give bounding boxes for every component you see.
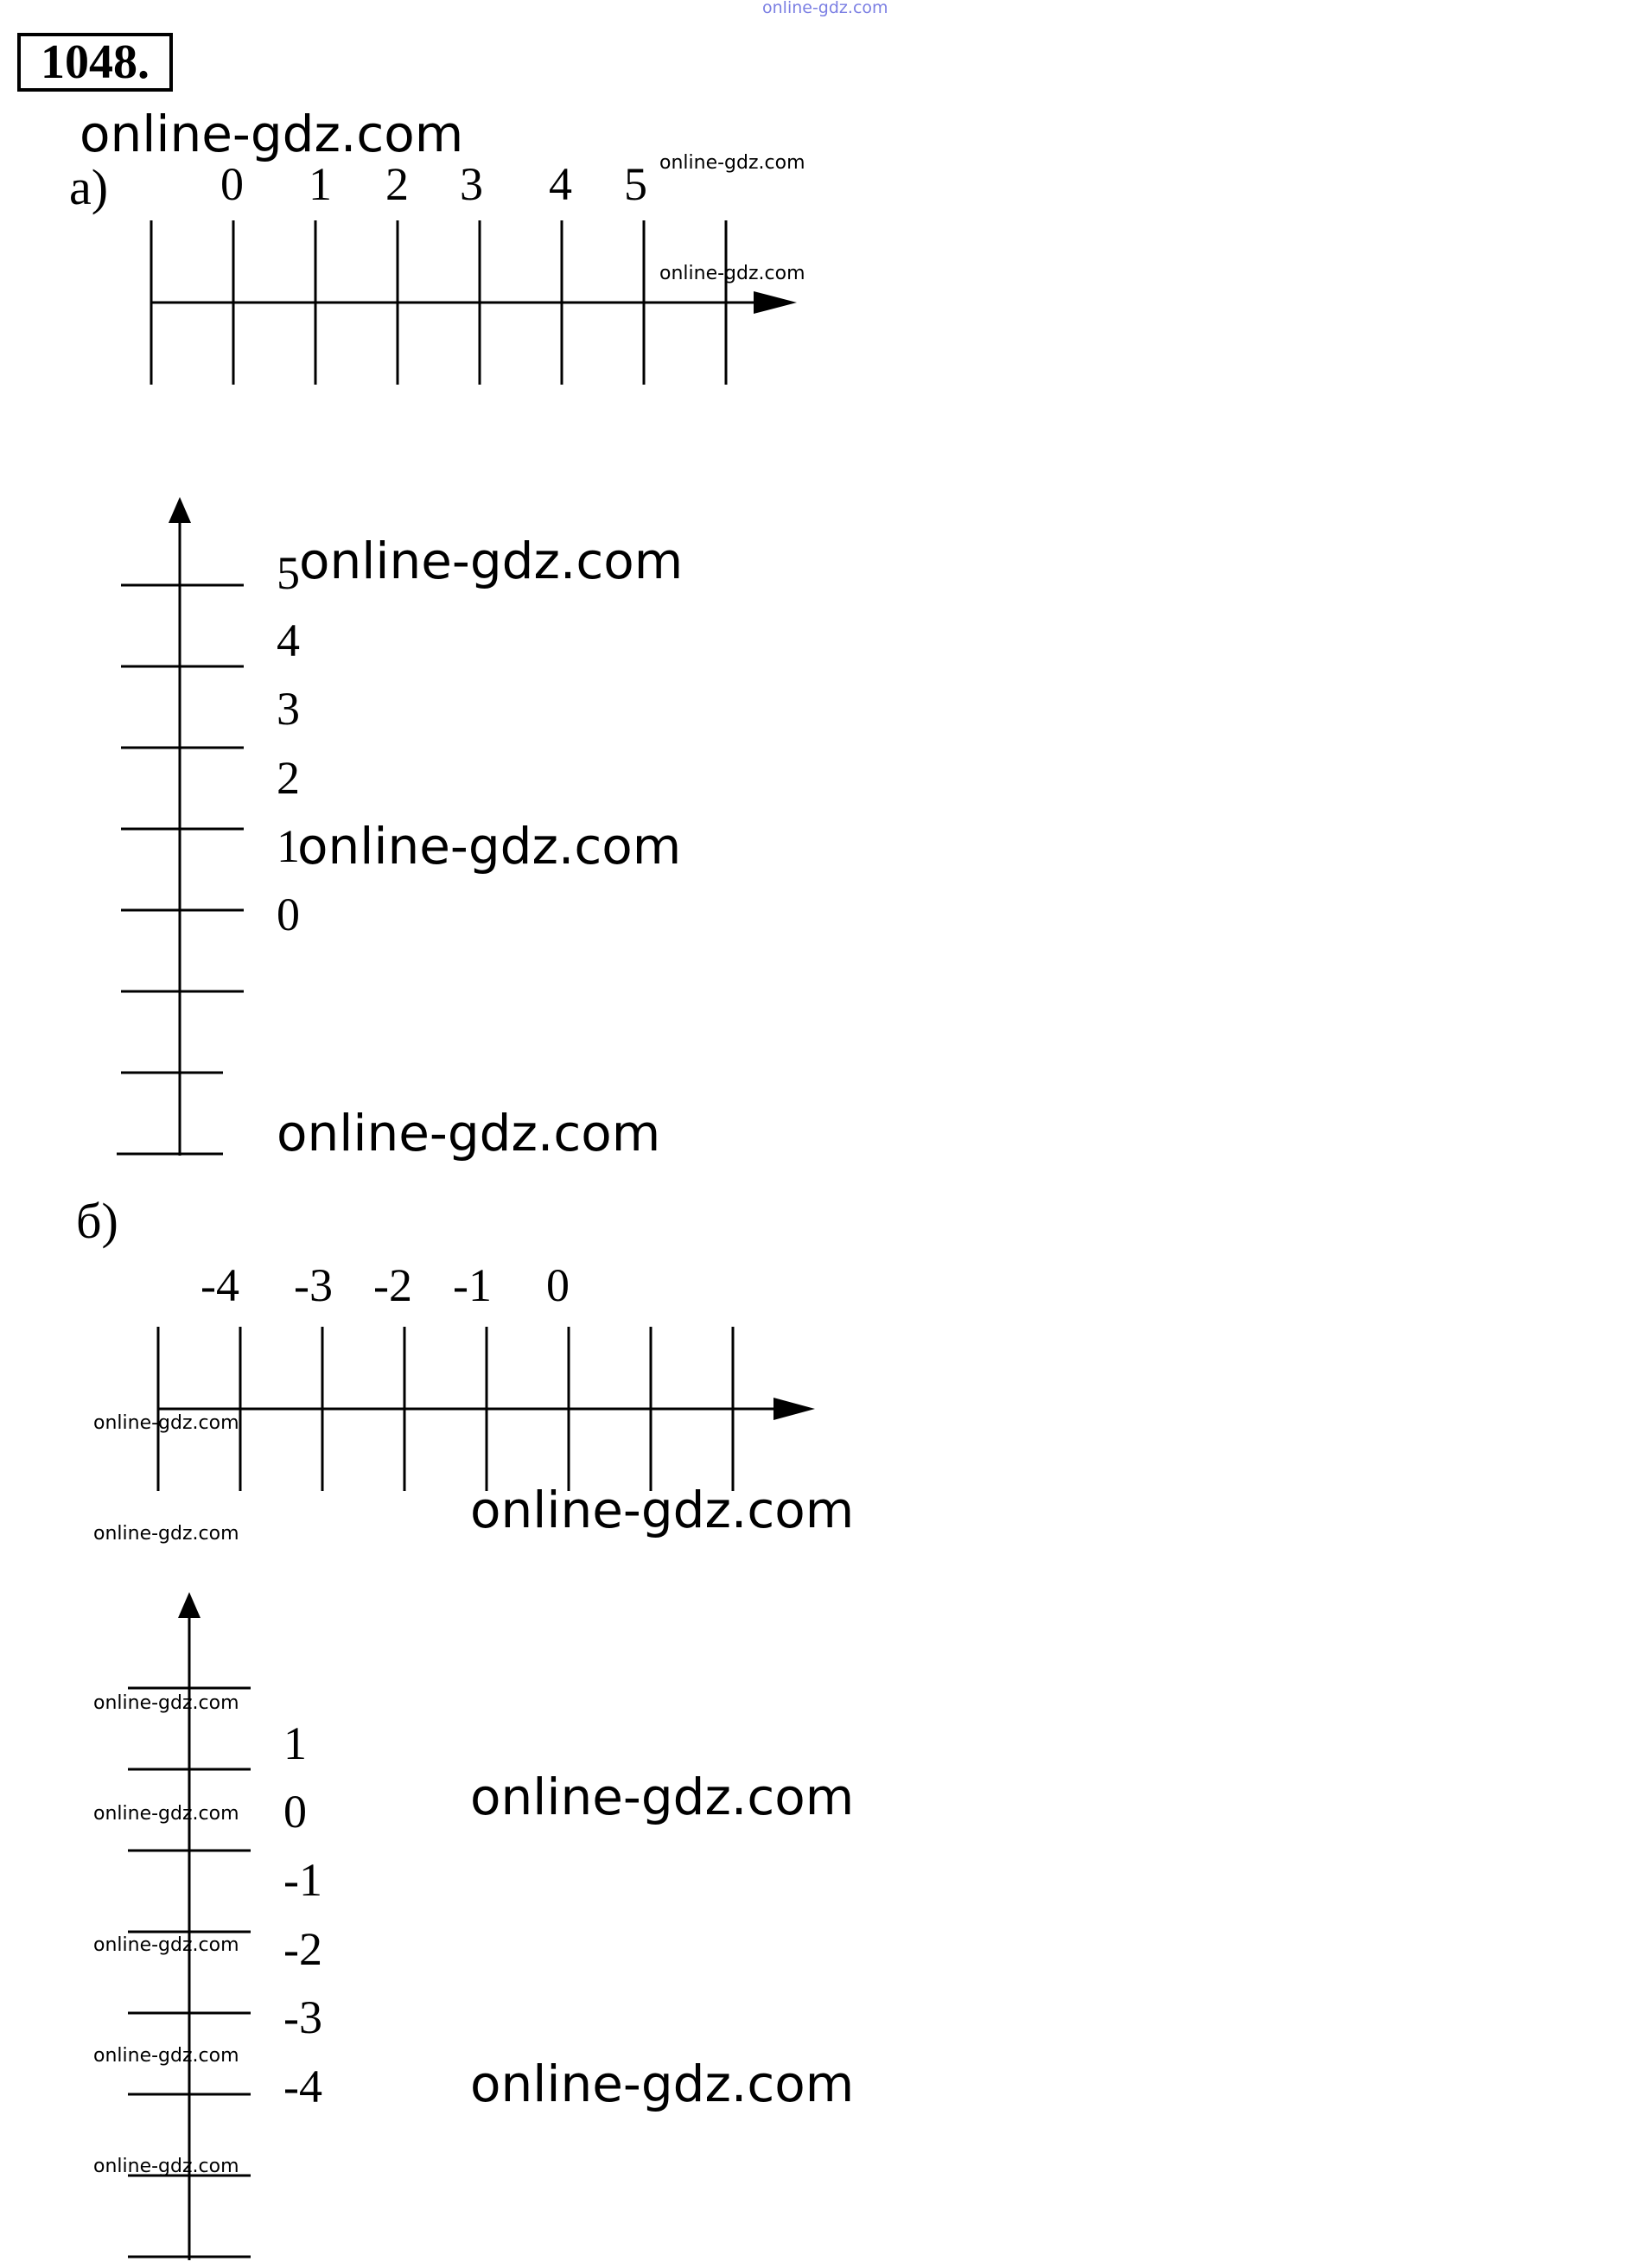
part-b-v-tick-label: -2	[283, 1923, 322, 1975]
part-b-v-tick-label: -4	[283, 2061, 322, 2112]
part-a-h-tick-label: 5	[624, 158, 647, 210]
watermark: online-gdz.com	[297, 817, 682, 876]
part-a-v-tick-label: 4	[277, 615, 300, 666]
part-b-h-tick-label: -3	[294, 1259, 333, 1311]
part-b-h-arrowhead	[773, 1398, 815, 1420]
part-a-v-tick-label: 0	[277, 889, 300, 940]
watermark-small: online-gdz.com	[659, 152, 805, 174]
part-a-label: а)	[69, 159, 109, 215]
part-a-v-tick-label: 3	[277, 683, 300, 735]
part-b-horizontal-axis	[158, 1327, 815, 1491]
part-a-v-tick-label: 5	[277, 547, 300, 599]
part-b-h-tick-label: 0	[546, 1259, 570, 1311]
watermark: online-gdz.com	[299, 532, 684, 590]
watermark: online-gdz.com	[80, 105, 464, 163]
part-b-h-tick-label: -2	[373, 1259, 412, 1311]
problem-number-text: 1048.	[41, 35, 150, 89]
part-a-h-tick-label: 4	[549, 158, 572, 210]
watermark-small: online-gdz.com	[93, 1934, 239, 1956]
part-a-v-tick-label: 2	[277, 752, 300, 804]
part-b-h-tick-label: -4	[201, 1259, 239, 1311]
part-a-v-tick-label: 1	[277, 820, 300, 872]
watermark: online-gdz.com	[277, 1104, 661, 1163]
part-b-label: б)	[76, 1193, 118, 1249]
part-b-v-tick-label: -3	[283, 1991, 322, 2043]
watermark-small: online-gdz.com	[93, 2045, 239, 2067]
part-b-v-arrowhead	[178, 1592, 201, 1618]
watermark-small: online-gdz.com	[93, 1803, 239, 1825]
watermark-small: online-gdz.com	[93, 1523, 239, 1545]
part-b-v-tick-label: 0	[283, 1786, 307, 1838]
part-b-v-tick-label: -1	[283, 1854, 322, 1906]
watermark-small: online-gdz.com	[659, 263, 805, 284]
part-a-h-tick-label: 0	[220, 158, 244, 210]
part-b-v-tick-label: 1	[283, 1717, 307, 1769]
part-a-horizontal-axis	[151, 220, 797, 385]
part-b-h-tick-label: -1	[453, 1259, 492, 1311]
watermark: online-gdz.com	[470, 1481, 855, 1539]
watermark-small: online-gdz.com	[93, 1692, 239, 1714]
part-a-h-tick-label: 1	[309, 158, 332, 210]
part-a-h-tick-label: 2	[385, 158, 409, 210]
part-a-v-arrowhead	[169, 497, 191, 523]
watermark-small: online-gdz.com	[93, 2156, 239, 2177]
watermark: online-gdz.com	[470, 1768, 855, 1826]
part-a-vertical-axis	[117, 497, 244, 1156]
part-a-h-tick-label: 3	[460, 158, 483, 210]
watermark: online-gdz.com	[470, 2055, 855, 2113]
top-watermark: online-gdz.com	[762, 0, 888, 17]
watermark-small: online-gdz.com	[93, 1412, 239, 1434]
part-a-h-arrowhead	[754, 291, 797, 314]
